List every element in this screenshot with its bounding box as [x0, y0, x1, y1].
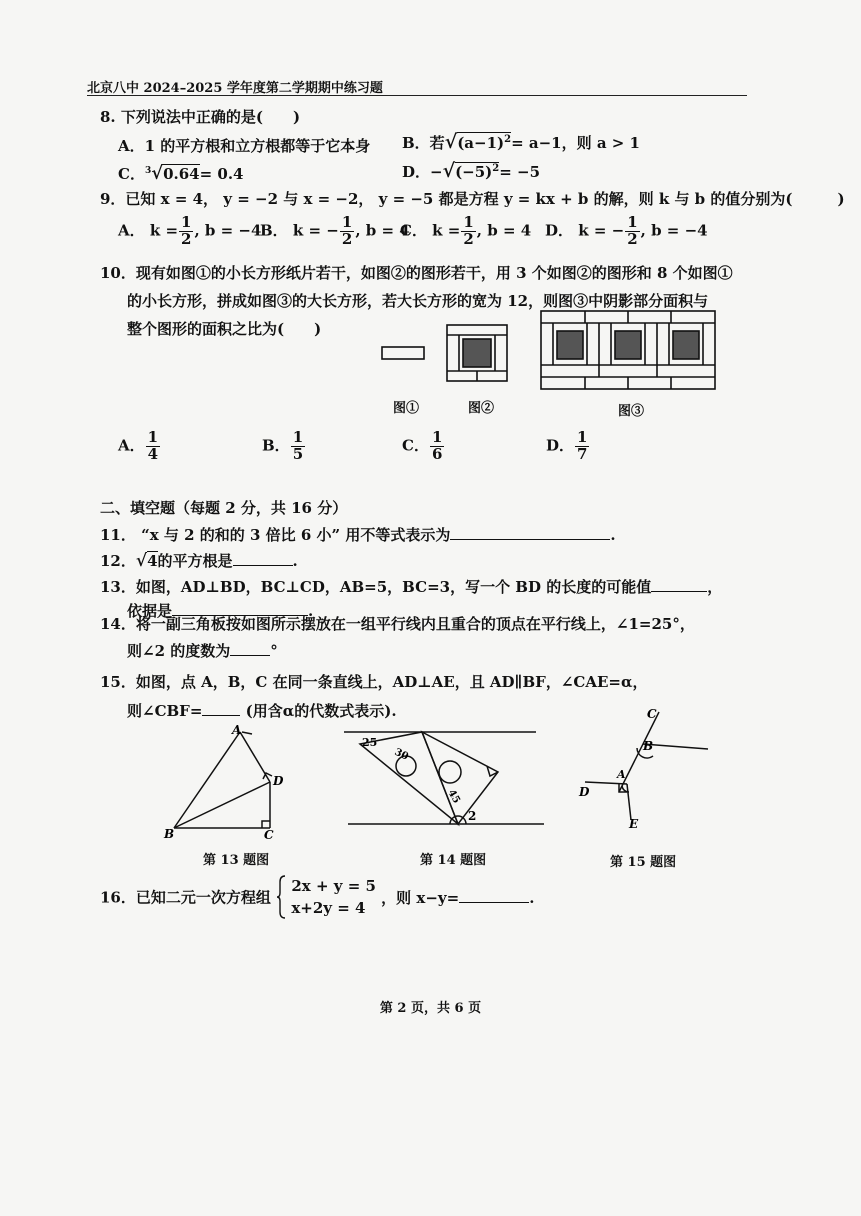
f14-angle2-label: 2	[468, 809, 477, 823]
f14-angle1-label: 25	[362, 736, 378, 749]
q9-option-b: B． k = − $\frac{1}{2}$ , b = 4	[260, 213, 410, 248]
f13-label-b: B	[164, 827, 175, 841]
q15-line-1: 15．如图，点 A，B，C 在同一条直线上，AD⊥AE，且 AD∥BF，∠CAE=α，	[100, 673, 648, 691]
q11: 11． “x 与 2 的和的 3 倍比 6 小” 用不等式表示为 .	[100, 526, 616, 544]
q11-answer-blank[interactable]	[450, 525, 610, 540]
q12: 12．√4的平方根是 .	[100, 551, 298, 571]
figure-13-caption: 第 13 题图	[203, 853, 270, 868]
f15-label-b: B	[643, 739, 654, 753]
q16-brace	[276, 874, 286, 920]
q15-answer-blank[interactable]	[202, 701, 240, 716]
q8-option-d: D．$-√(-5)^2= -5$	[402, 160, 541, 182]
q8-stem: 8. 下列说法中正确的是( )	[100, 108, 301, 126]
page-footer: 第 2 页，共 6 页	[379, 1001, 482, 1016]
q16-equation-1: 2x + y = 5	[291, 877, 376, 895]
fig3-large-rectangle	[541, 311, 715, 389]
q8-option-a: A．1 的平方根和立方根都等于它本身	[118, 137, 371, 155]
q16-equation-2: x+2y = 4	[291, 899, 366, 917]
q10-option-b: B． $\frac{1}{5}$	[262, 428, 304, 463]
figure-15	[575, 700, 715, 832]
section-2-title: 二、填空题（每题 2 分，共 16 分）	[100, 499, 348, 517]
fig3-caption: 图③	[618, 404, 645, 419]
f13-label-d: D	[273, 774, 284, 788]
q10-line-3: 整个图形的面积之比为( )	[127, 320, 322, 338]
f15-label-d: D	[579, 785, 590, 799]
figure-14-caption: 第 14 题图	[420, 853, 487, 868]
q9-option-c: C． k = $\frac{1}{2}$ , b = 4	[400, 213, 532, 248]
f15-label-c: C	[647, 707, 657, 721]
q14-line-2: 则∠2 的度数为 °	[127, 642, 278, 660]
f14-mark-45: 45	[445, 788, 462, 806]
q13-answer-blank[interactable]	[651, 577, 707, 592]
q9-stem: 9．已知 x = 4， y = −2 与 x = −2， y = −5 都是方程 y = kx + b 的解，则 k 与 b 的值分别为( )	[100, 190, 845, 208]
f15-label-e: E	[629, 817, 639, 831]
fig1-small-rectangle	[382, 347, 424, 359]
figure-15-caption: 第 15 题图	[610, 855, 677, 870]
q10-figures	[375, 305, 725, 425]
q16-answer-blank[interactable]	[459, 888, 529, 903]
q8-option-c: C．$^3$√0.64= 0.4	[118, 163, 244, 184]
q16: 16．已知二元一次方程组 2x + y = 5 x+2y = 4 ，则 x−y= .	[100, 874, 534, 920]
page-header-title: 北京八中 2024–2025 学年度第二学期期中练习题	[87, 81, 383, 96]
f13-label-a: A	[232, 723, 242, 737]
f15-label-a: A	[617, 768, 626, 781]
fig2-caption: 图②	[468, 401, 495, 416]
q15-line-2: 则∠CBF= (用含α的代数式表示).	[127, 702, 397, 720]
q10-option-c: C． $\frac{1}{6}$	[402, 428, 443, 463]
q12-answer-blank[interactable]	[233, 551, 293, 566]
q8-option-b: B．若$√(a-1)^2= a-1$，则 a > 1	[402, 131, 640, 153]
q13-line-2: 依据是 .	[127, 602, 314, 620]
f14-mark-30: 30	[392, 746, 410, 763]
fig2-shape	[447, 325, 507, 381]
q9-option-a: A． k = $\frac{1}{2}$ , b = −4	[118, 213, 262, 248]
q10-option-d: D． $\frac{1}{7}$	[546, 428, 588, 463]
q10-option-a: A． $\frac{1}{4}$	[118, 428, 159, 463]
q14-answer-blank[interactable]	[230, 641, 270, 656]
header-rule	[87, 95, 747, 96]
q9-option-d: D． k = − $\frac{1}{2}$ , b = −4	[545, 213, 708, 248]
q10-line-2: 的小长方形，拼成如图③的大长方形，若大长方形的宽为 12，则图③中阴影部分面积与	[127, 292, 709, 310]
q14-line-1: 14．将一副三角板按如图所示摆放在一组平行线内且重合的顶点在平行线上，∠1=25°，	[100, 615, 695, 633]
f13-label-c: C	[264, 828, 274, 842]
fig1-caption: 图①	[393, 401, 420, 416]
q13-line-1: 13．如图，AD⊥BD，BC⊥CD，AB=5，BC=3，写一个 BD 的长度的可能值 ，	[100, 578, 723, 596]
q10-line-1: 10．现有如图①的小长方形纸片若干，如图②的图形若干，用 3 个如图②的图形和 8 个如图①	[100, 264, 733, 282]
figure-14	[340, 722, 550, 837]
figure-13	[160, 722, 295, 842]
